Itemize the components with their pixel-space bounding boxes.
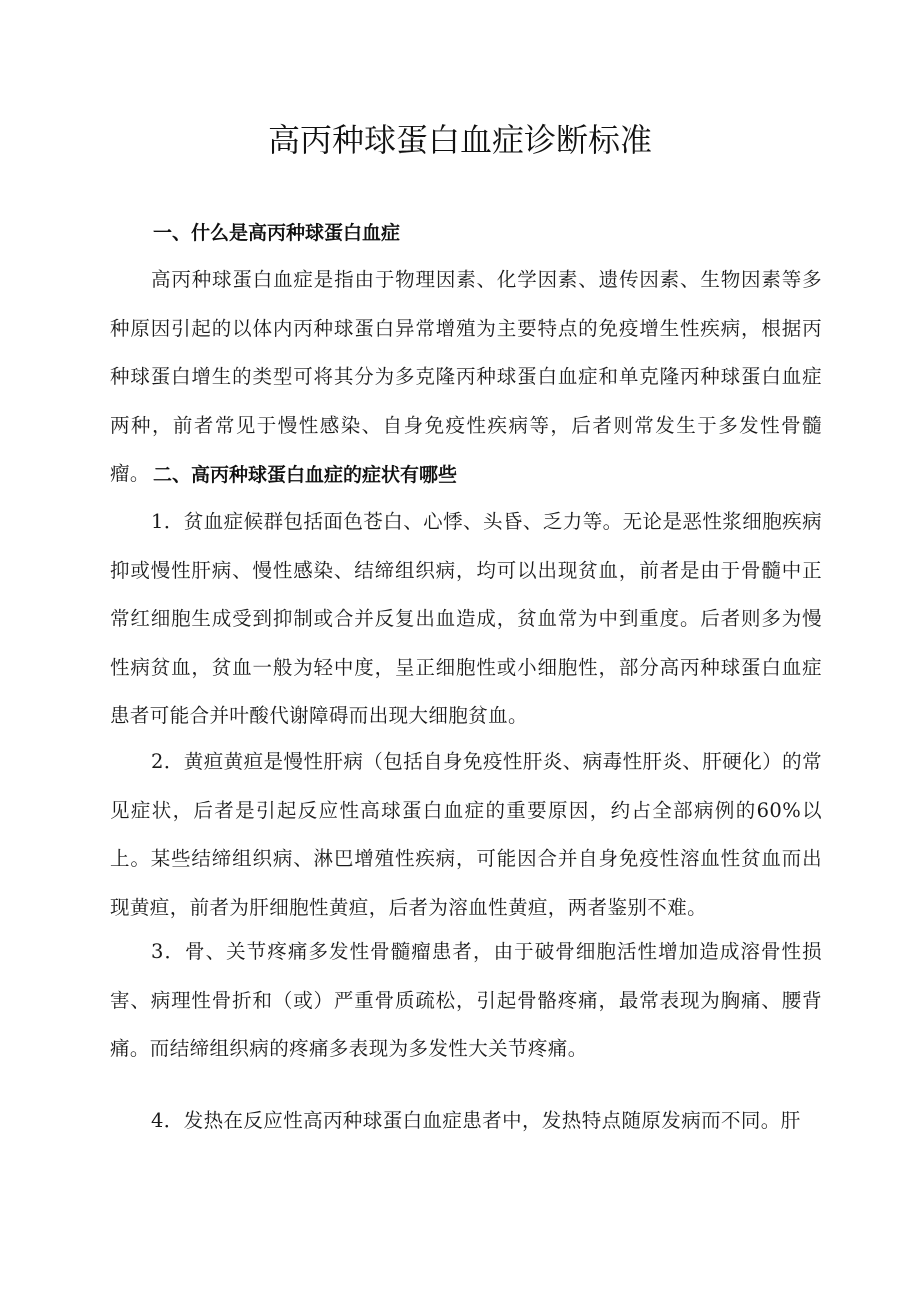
paragraph-fever: 4．发热在反应性高丙种球蛋白血症患者中，发热特点随原发病而不同。肝	[151, 1109, 801, 1132]
section-heading-what-is: 一、什么是高丙种球蛋白血症	[153, 222, 401, 244]
paragraph-jaundice: 2．黄疸黄疸是慢性肝病（包括自身免疫性肝炎、病毒性肝炎、肝硬化）的常见症状，后者是引起反应性高球蛋白血症的重要原因，约占全部病例的60%以上。某些结缔组织病、淋巴增殖性疾病，可能因合并自身免疫性溶血性贫血而出现黄疸，前者为肝细胞性黄疸，后者为溶血性黄疸，两者鉴别不难。	[110, 750, 822, 919]
section-heading-symptoms: 二、高丙种球蛋白血症的症状有哪些	[153, 464, 458, 486]
paragraph-bone-pain: 3．骨、关节疼痛多发性骨髓瘤患者，由于破骨细胞活性增加造成溶骨性损害、病理性骨折和（或）严重骨质疏松，引起骨骼疼痛，最常表现为胸痛、腰背痛。而结缔组织病的疼痛多表现为多发性大关节疼痛。	[110, 940, 822, 1061]
paragraph-definition: 高丙种球蛋白血症是指由于物理因素、化学因素、遗传因素、生物因素等多种原因引起的以体内丙种球蛋白异常增殖为主要特点的免疫增生性疾病，根据丙种球蛋白增生的类型可将其分为多克隆丙种球蛋白血症和单克隆丙种球蛋白血症两种，前者常见于慢性感染、自身免疫性疾病等，后者则常发生于多发性骨髓瘤。	[110, 268, 822, 486]
document-title: 高丙种球蛋白血症诊断标准	[267, 121, 652, 159]
paragraph-anemia: 1．贫血症候群包括面色苍白、心悸、头昏、乏力等。无论是恶性浆细胞疾病抑或慢性肝病、慢性感染、结缔组织病，均可以出现贫血，前者是由于骨髓中正常红细胞生成受到抑制或合并反复出血造成，贫血常为中到重度。后者则多为慢性病贫血，贫血一般为轻中度，呈正细胞性或小细胞性，部分高丙种球蛋白血症患者可能合并叶酸代谢障碍而出现大细胞贫血。	[110, 510, 822, 728]
